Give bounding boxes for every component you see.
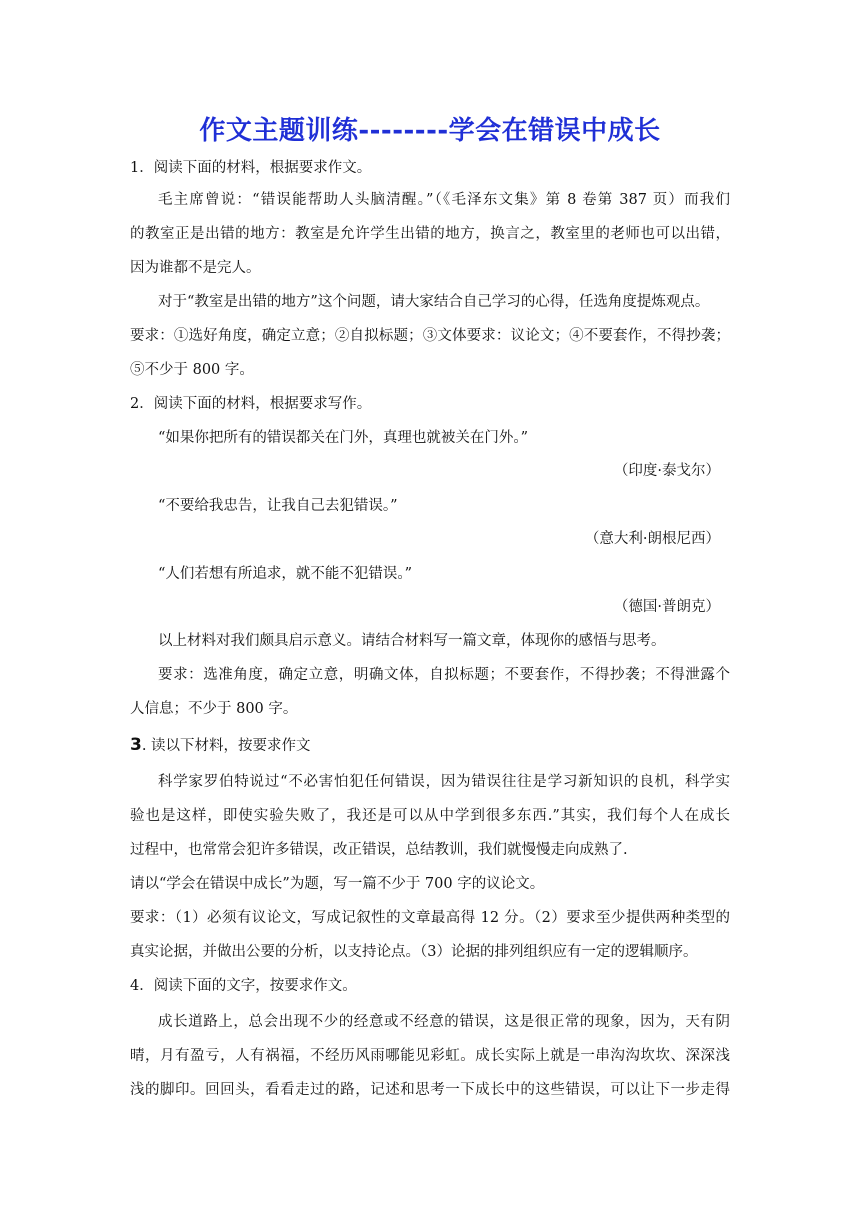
- q4-paragraph-line: 成长道路上，总会出现不少的经意或不经意的错误，这是很正常的现象，因为，天有阴: [158, 1014, 730, 1030]
- q2-requirement-line: 要求：选准角度，确定立意，明确文体，自拟标题；不要套作，不得抄袭；不得泄露个: [158, 667, 730, 683]
- q1-requirement-line: 要求：①选好角度，确定立意；②自拟标题；③文体要求：议论文；④不要套作，不得抄袭；: [130, 328, 730, 344]
- q2-quote: “如果你把所有的错误都关在门外，真理也就被关在门外。”: [158, 430, 529, 446]
- q3-requirement-line: 真实论据，并做出公要的分析，以支持论点。（3）论据的排列组织应有一定的逻辑顺序。: [130, 944, 698, 960]
- q3-paragraph-line: 过程中，也常常会犯许多错误，改正错误，总结教训，我们就慢慢走向成熟了.: [130, 842, 628, 858]
- q3-paragraph-line: 验也是这样，即使实验失败了，我还是可以从中学到很多东西.”其实，我们每个人在成长: [130, 808, 730, 824]
- q2-requirement-line: 人信息；不少于 800 字。: [130, 701, 298, 717]
- q2-quote-source: （意大利·朗根尼西）: [584, 531, 720, 547]
- q1-heading: 1．阅读下面的材料，根据要求作文。: [130, 160, 372, 176]
- q2-quote: “不要给我忠告，让我自己去犯错误。”: [158, 498, 398, 514]
- q3-heading-text: . 读以下材料，按要求作文: [141, 738, 311, 754]
- q2-quote: “人们若想有所追求，就不能不犯错误。”: [158, 566, 413, 582]
- q3-heading: [130, 735, 730, 756]
- q4-paragraph-line: 浅的脚印。回回头，看看走过的路，记述和思考一下成长中的这些错误，可以让下一步走得: [130, 1082, 730, 1098]
- q1-prompt-line: 对于“教室是出错的地方”这个问题，请大家结合自己学习的心得，任选角度提炼观点。: [158, 294, 710, 310]
- q4-heading: 4．阅读下面的文字，按要求作文。: [130, 978, 357, 994]
- q1-paragraph-line: 因为谁都不是完人。: [130, 260, 261, 276]
- q3-paragraph-line: 科学家罗伯特说过“不必害怕犯任何错误，因为错误往往是学习新知识的良机，科学实: [158, 774, 730, 790]
- q4-paragraph-line: 晴，月有盈亏，人有祸福，不经历风雨哪能见彩虹。成长实际上就是一串沟沟坎坎、深深浅: [130, 1048, 730, 1064]
- q3-prompt: 请以“学会在错误中成长”为题，写一篇不少于 700 字的议论文。: [130, 876, 545, 892]
- q1-requirement-line: ⑤不少于 800 字。: [130, 362, 254, 378]
- q3-number: 3: [130, 735, 142, 755]
- page-title: 作文主题训练--------学会在错误中成长: [199, 116, 661, 146]
- q1-paragraph-line: 的教室正是出错的地方：教室是允许学生出错的地方，换言之，教室里的老师也可以出错，: [130, 226, 730, 242]
- q2-quote-source: （印度·泰戈尔）: [613, 463, 720, 479]
- q2-quote-source: （德国·普朗克）: [613, 599, 720, 615]
- q3-requirement-line: 要求：（1）必须有议论文，写成记叙性的文章最高得 12 分。（2）要求至少提供两种类型的: [130, 910, 730, 926]
- q2-prompt: 以上材料对我们颇具启示意义。请结合材料写一篇文章，体现你的感悟与思考。: [158, 633, 666, 649]
- q2-heading: 2．阅读下面的材料，根据要求写作。: [130, 396, 372, 412]
- q1-paragraph-line: 毛主席曾说：“错误能帮助人头脑清醒。”（《毛泽东文集》第 8 卷第 387 页）而我们: [158, 192, 730, 208]
